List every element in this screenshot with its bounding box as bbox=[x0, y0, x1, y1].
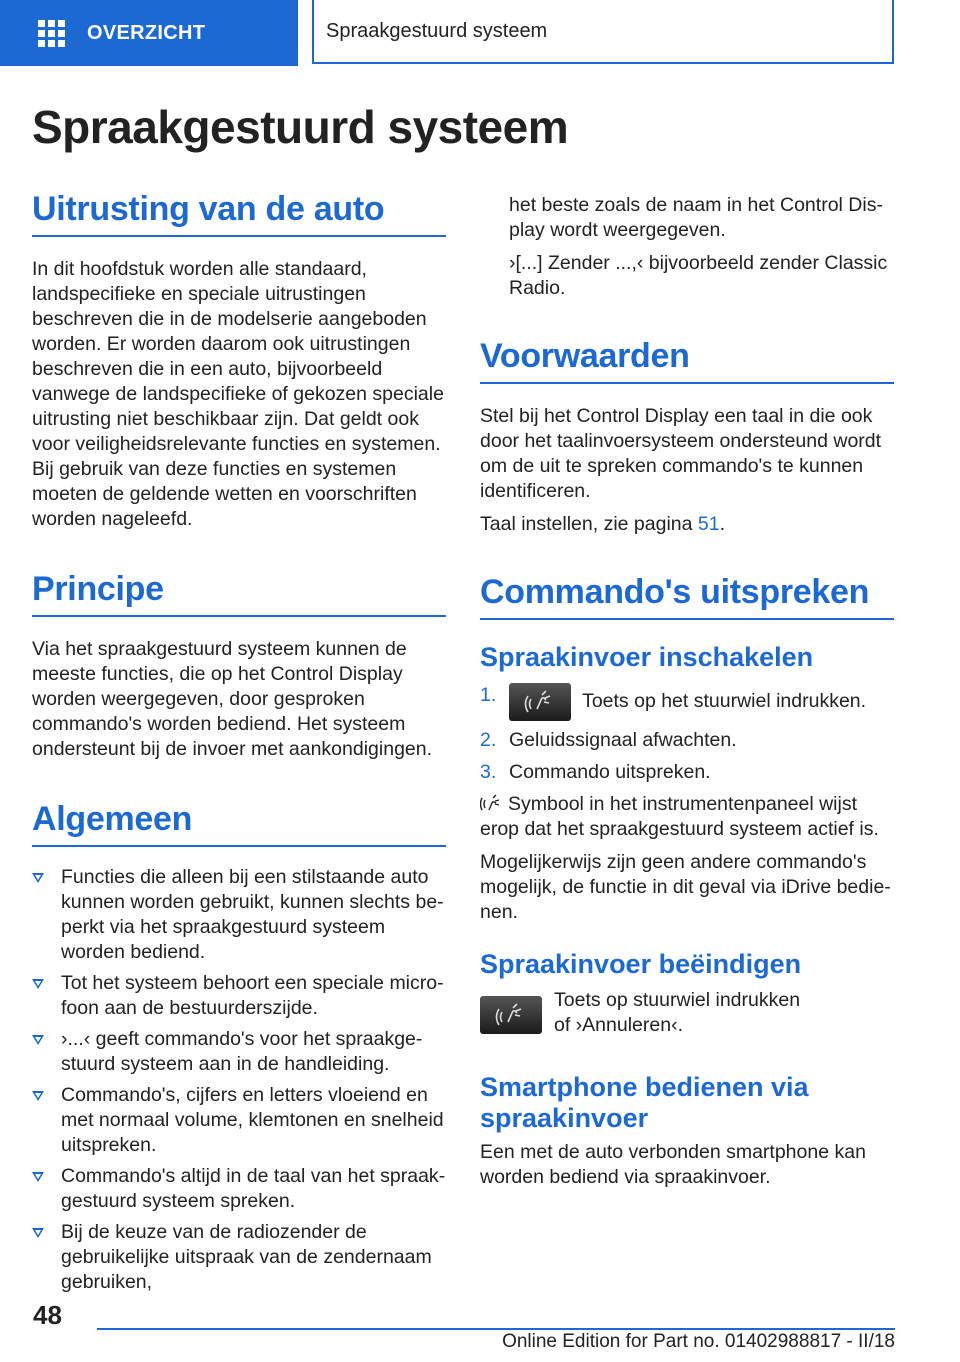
overview-button[interactable] bbox=[0, 0, 298, 66]
end-instruction bbox=[480, 988, 894, 1038]
end-heading: Spraakinvoer beëindigen bbox=[480, 949, 802, 980]
list-item: Commando's altijd in de taal van het spraakgestuurd systeem spreken. bbox=[32, 1164, 446, 1214]
conditions-heading: Voorwaarden bbox=[480, 337, 894, 384]
general-heading: Algemeen bbox=[32, 800, 446, 847]
edition-text: Online Edition for Part no. 01402988817 - II/18 bbox=[502, 1331, 895, 1352]
alternative-text: Mogelijkerwijs zijn geen andere commando's mogelijk, de functie in dit geval via iDrive bedienen. bbox=[480, 851, 891, 924]
symbol-text: Symbool in het instrumentenpaneel wijst erop dat het spraakgestuurd systeem actief is. bbox=[480, 793, 879, 841]
list-item: 3. Commando uitspreken. bbox=[480, 761, 711, 784]
list-item: ›...‹ geeft commando's voor het spraakgestuurd systeem aan in de handleiding. bbox=[32, 1027, 446, 1077]
right-column bbox=[480, 193, 894, 1190]
list-item: Commando's, cijfers en letters vloeiend en met normaal volume, klemtonen en snelheid uitspreken. bbox=[32, 1083, 446, 1158]
footer-divider bbox=[97, 1328, 895, 1330]
list-item: Functies die alleen bij een stilstaande auto kunnen worden gebruikt, kunnen slechts beperkt via het spraakgestuurd systeem worden bediend. bbox=[32, 865, 446, 965]
triangle-bullet-icon bbox=[32, 873, 44, 883]
activate-steps bbox=[480, 683, 894, 785]
triangle-bullet-icon bbox=[32, 1228, 44, 1238]
overview-label: OVERZICHT bbox=[87, 21, 206, 44]
bullet-continuation-example: ›[...] Zender ...,‹ bijvoorbeeld zender Classic Radio. bbox=[509, 252, 888, 299]
list-item: Bij de keuze van de radiozender de gebruikelijke uitspraak van de zendernaam gebruiken, bbox=[32, 1220, 446, 1295]
list-item: 2. Geluidssignaal afwachten. bbox=[480, 729, 737, 752]
top-bar bbox=[0, 0, 960, 66]
conditions-text: Stel bij het Control Display een taal in die ook door het taalinvoersysteem ondersteund wordt om de uit te spreken commando's te kunnen identificeren. bbox=[480, 405, 882, 502]
principle-text: Via het spraakgestuurd systeem kunnen de meeste functies, die op het Control Display worden weergegeven, door gesproken commando's worden bediend. Het systeem ondersteunt bij de invoer met aankondigingen. bbox=[32, 638, 433, 760]
grid-icon bbox=[38, 20, 65, 47]
list-item: 1. Toets op het stuurwiel indrukken. bbox=[480, 683, 894, 721]
triangle-bullet-icon bbox=[32, 1035, 44, 1045]
commands-heading: Commando's uitspreken bbox=[480, 573, 894, 620]
triangle-bullet-icon bbox=[32, 979, 44, 989]
equipment-heading: Uitrusting van de auto bbox=[32, 190, 446, 237]
page-title: Spraakgestuurd systeem bbox=[32, 101, 569, 153]
page-number: 48 bbox=[33, 1300, 62, 1330]
triangle-bullet-icon bbox=[32, 1091, 44, 1101]
voice-button-image bbox=[480, 996, 542, 1034]
chapter-tab-title: Spraakgestuurd systeem bbox=[326, 19, 548, 42]
list-item: Tot het systeem behoort een speciale microfoon aan de bestuurderszijde. bbox=[32, 971, 446, 1021]
equipment-text: In dit hoofdstuk worden alle standaard, landspecifieke en speciale uitrustingen beschreven die in de modelserie aangeboden worden. Er worden daarom ook uitrustingen beschreven die in een auto, bijvoorbeeld vanwege de landspecifieke of gekozen speciale uitrusting niet beschikbaar zijn. Dat geldt ook voor veiligheidsrelevante functies en systemen. Bij gebruik van deze functies en systemen moeten de geldende wetten en voorschriften worden nageleefd. bbox=[32, 258, 444, 530]
chapter-tab[interactable] bbox=[312, 0, 894, 64]
voice-symbol-icon bbox=[480, 793, 502, 813]
left-column bbox=[32, 190, 446, 1295]
voice-button-image bbox=[509, 683, 571, 721]
end-text: Toets op stuurwiel indrukken of ›Annuleren‹. bbox=[554, 989, 801, 1037]
triangle-bullet-icon bbox=[32, 1172, 44, 1182]
smartphone-text: Een met de auto verbonden smartphone kan worden bediend via spraakinvoer. bbox=[480, 1141, 866, 1189]
principle-heading: Principe bbox=[32, 570, 446, 617]
language-reference: Taal instellen, zie pagina 51. bbox=[480, 513, 726, 535]
bullet-continuation: het beste zoals de naam in het Control Display wordt weergegeven. bbox=[509, 194, 883, 241]
general-bullet-list bbox=[32, 865, 446, 1295]
voice-command-icon bbox=[480, 996, 542, 1034]
smartphone-heading: Smartphone bedienen via spraakinvoer bbox=[480, 1072, 809, 1134]
activate-heading: Spraakinvoer inschakelen bbox=[480, 642, 814, 672]
page-link[interactable]: 51 bbox=[697, 513, 720, 535]
voice-command-icon bbox=[509, 683, 571, 721]
